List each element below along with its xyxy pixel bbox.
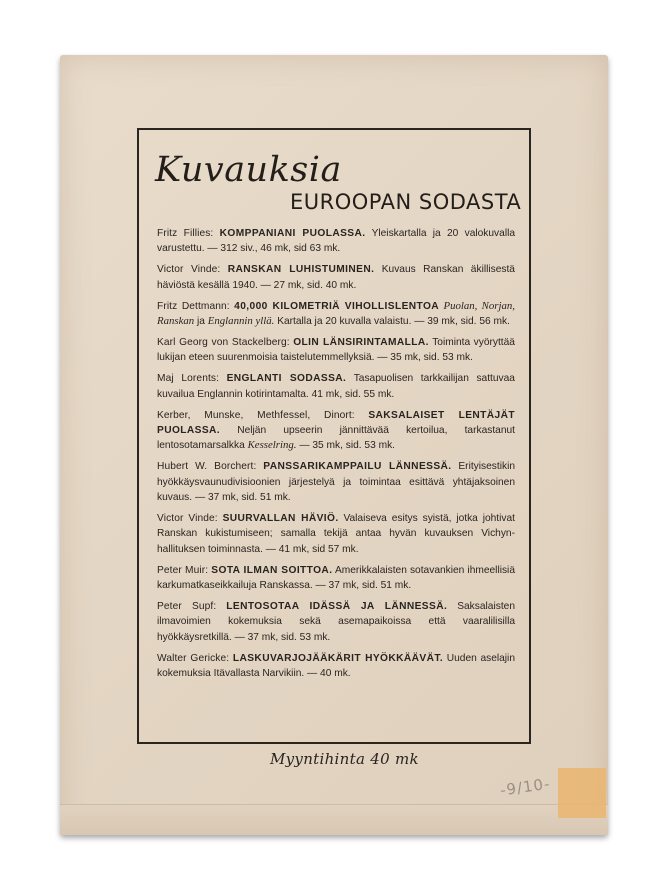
entry-title: SOTA ILMAN SOITTOA. [211,564,333,576]
entry-description: Yleiskartalla ja 20 valokuvalla varustettu. — 312 siv., 46 mk, sid 63 mk. [157,228,516,255]
entry-title: LASKUVARJOJÄÄKÄRIT HYÖKKÄÄVÄT. [232,652,444,664]
entry-description: Toiminta vyöryttää lukijan eteen suurenmoisia taistelutemmellyksiä. — 35 mk, sid. 53 mk. [157,336,515,364]
entry-author: Hubert W. Borchert: [157,461,257,473]
entry-title: SUURVALLAN HÄVIÖ. [222,513,339,524]
entry-description: Tasapuolisen tarkkailijan sattuvaa kuvailua Englannin kotirintamalta. 41 mk, sid. 55 mk. [157,373,515,400]
main-heading: EUROOPAN SODASTA [290,190,522,214]
entry-author: Kerber, Munske, Methfessel, Dinort: [157,409,355,421]
description-text: Kartalla ja 20 kuvalla valaistu. — 39 mk, sid. 56 mk. [274,316,510,328]
list-item [157,459,515,505]
entry-title: 40,000 KILOMETRIÄ VIHOLLISLENTOA [234,300,440,312]
entry-description: Saksalaisten ilmavoimien kokemuksia sekä asemapaikoissa että vaaralilisilla hyökkäysretkillä. — 37 mk, sid. 53 mk. [157,601,515,643]
entry-title: RANSKAN LUHISTUMINEN. [227,264,375,276]
description-text: — 35 mk, sid. 53 mk. [296,440,396,452]
book-list [157,226,515,687]
list-item [157,226,515,257]
entry-title: ENGLANTI SODASSA. [226,373,347,385]
list-item [157,511,515,557]
entry-description: Uuden aselajin kokemuksia Itävallasta Narvikiin. — 40 mk. [157,652,515,680]
list-item [157,563,515,594]
entry-author: Peter Muir: [157,564,209,576]
entry-description: Kuvaus Ranskan äkillisestä häviöstä kesällä 1940. — 27 mk, sid. 40 mk. [157,264,515,291]
list-item [157,299,515,330]
entry-author: Maj Lorents: [157,373,220,385]
entry-description: Amerikkalaisten sotavankien ihmeellisiä karkumatkaseikkailuja Ranskassa. — 37 mk, sid. 51 mk. [157,564,515,592]
entry-author: Victor Vinde: [157,264,221,276]
entry-title: LENTOSOTAA IDÄSSÄ JA LÄNNESSÄ. [226,601,448,613]
list-item [157,408,515,454]
entry-description: Erityisestikin hyökkäysvaunudivisioonien järjestelyä ja toimintaa esittävä yhtäjaksoinen kuvaus. — 37 mk, sid. 51 mk. [157,461,515,504]
entry-author: Peter Supf: [157,601,217,613]
description-italic: Englannin yllä. [207,315,275,328]
description-text: ja [194,316,208,328]
script-heading: Kuvauksia [155,150,342,190]
list-item [157,335,515,366]
list-item [157,651,515,682]
entry-author: Fritz Fillies: [157,228,214,239]
sale-price: Myyntihinta 40 mk [270,750,419,768]
entry-title: OLIN LÄNSIRINTAMALLA. [293,336,429,348]
description-italic: Puolan, Norjan, Ranskan [157,299,515,328]
description-italic: Kesselring. [247,439,297,452]
entry-title: SAKSALAISET LENTÄJÄT PUOLASSA. [157,409,515,436]
entry-author: Victor Vinde: [157,513,218,524]
entry-title: PANSSARIKAMPPAILU LÄNNESSÄ. [263,461,452,473]
price-sticker-remnant [558,768,606,818]
entry-author: Walter Gericke: [157,652,230,664]
entry-author: Fritz Dettmann: [157,300,230,312]
list-item [157,599,515,645]
entry-title: KOMPPANIANI PUOLASSA. [219,228,366,239]
list-item [157,262,515,293]
list-item [157,371,515,402]
entry-description: Valaiseva esitys syistä, jotka johtivat Ranskan kukistumiseen; samalla tekijä antaa hyvän kuvauksen Vichyn-hallituksen toiminnasta. — 41 mk, sid 57 mk. [157,513,515,555]
entry-author: Karl Georg von Stackelberg: [157,336,290,348]
description-text: Neljän upseerin jännittävää kertoilua, tarkastanut lentosotamarsalkka [157,424,515,452]
pencil-mark: -9/10- [498,774,552,800]
